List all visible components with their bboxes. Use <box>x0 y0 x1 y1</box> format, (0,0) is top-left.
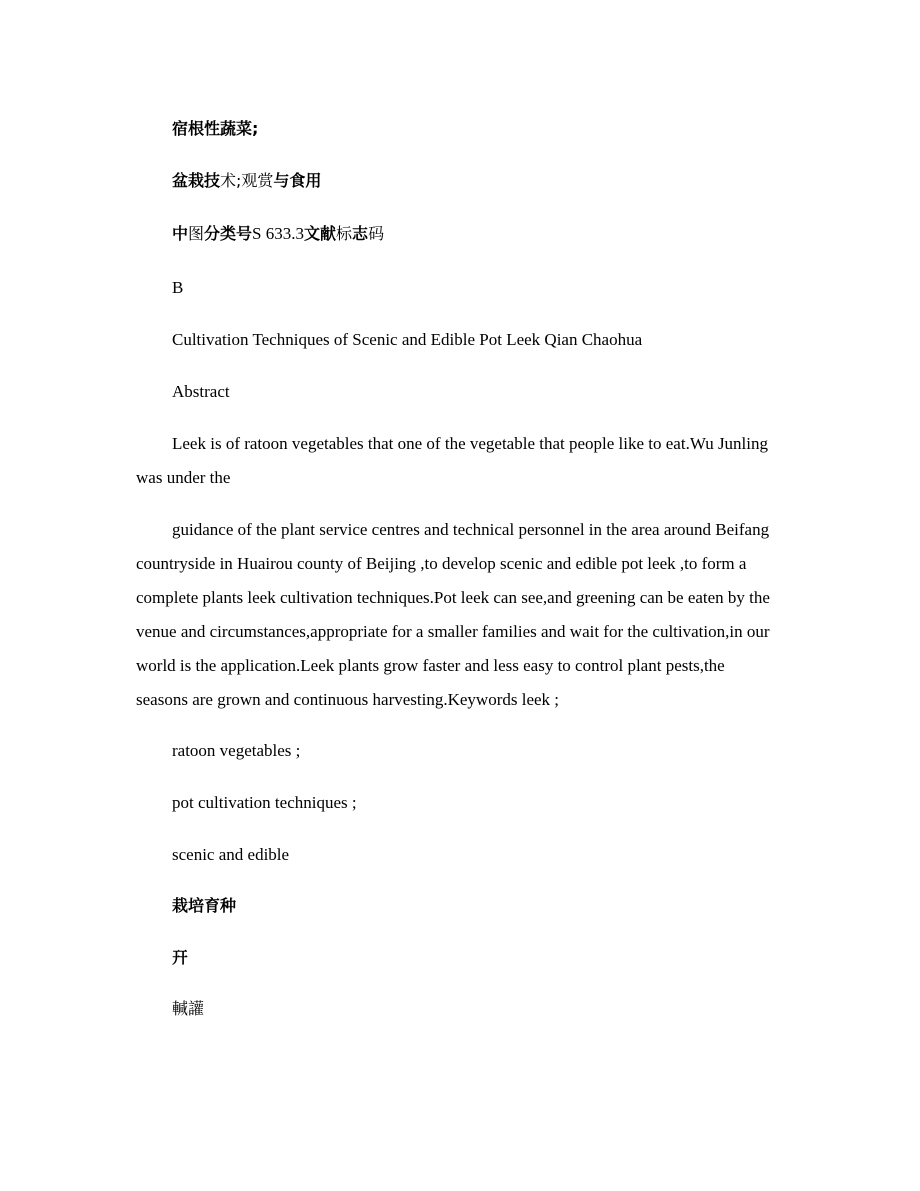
section-label-text: 栽培育种 <box>172 896 237 915</box>
classification-part: 图 <box>188 224 205 243</box>
keyword-text: 宿根性蔬菜; <box>172 119 259 138</box>
english-keyword-scenic-edible: scenic and edible <box>172 845 290 864</box>
section-label <box>136 889 776 923</box>
classification-part: 志 <box>352 224 369 243</box>
garbled-text-2 <box>136 992 776 1026</box>
classification-part: 标 <box>336 224 353 243</box>
garbled-text-1-content: 幵 <box>172 948 189 967</box>
abstract-paragraph-2: guidance of the plant service centres and technical personnel in the area around Beifang countryside in Huairou county of Beijing ,to develop scenic and edible pot leek ,to form a complete plants leek cultivation techniques.Pot leek can see,and greening can be eaten by the venue and circumstances,appropriate for a smaller families and wait for the cultivation,in our world is the application.Leek plants grow faster and less easy to control plant pests,the seasons are grown and continuous harvesting.Keywords leek ; <box>136 520 770 709</box>
english-keyword-pot-cultivation: pot cultivation techniques ; <box>172 793 357 812</box>
keyword-part: 与食用 <box>273 171 322 190</box>
english-title: Cultivation Techniques of Scenic and Edible Pot Leek Qian Chaohua <box>172 330 643 349</box>
abstract-heading: Abstract <box>172 382 230 401</box>
classification-code: S 633.3 <box>252 224 305 243</box>
garbled-text-2-content: 輱讙 <box>172 999 205 1018</box>
keyword-part: 术;观赏 <box>220 171 274 190</box>
classification-part: 文献 <box>304 224 337 243</box>
keyword-part: 盆栽技 <box>172 171 221 190</box>
classification-part: 中 <box>172 224 189 243</box>
chinese-keyword-perennial-vegetables <box>136 112 776 146</box>
chinese-keyword-pot-cultivation <box>136 164 776 198</box>
classification-part: 码 <box>368 224 385 243</box>
garbled-text-1 <box>136 941 776 975</box>
document-code: B <box>172 278 184 297</box>
english-keyword-ratoon: ratoon vegetables ; <box>172 741 301 760</box>
abstract-paragraph-1: Leek is of ratoon vegetables that one of the vegetable that people like to eat.Wu Junling was under the <box>136 434 769 487</box>
classification-part: 分类号 <box>204 224 253 243</box>
classification-number-line <box>136 217 776 251</box>
